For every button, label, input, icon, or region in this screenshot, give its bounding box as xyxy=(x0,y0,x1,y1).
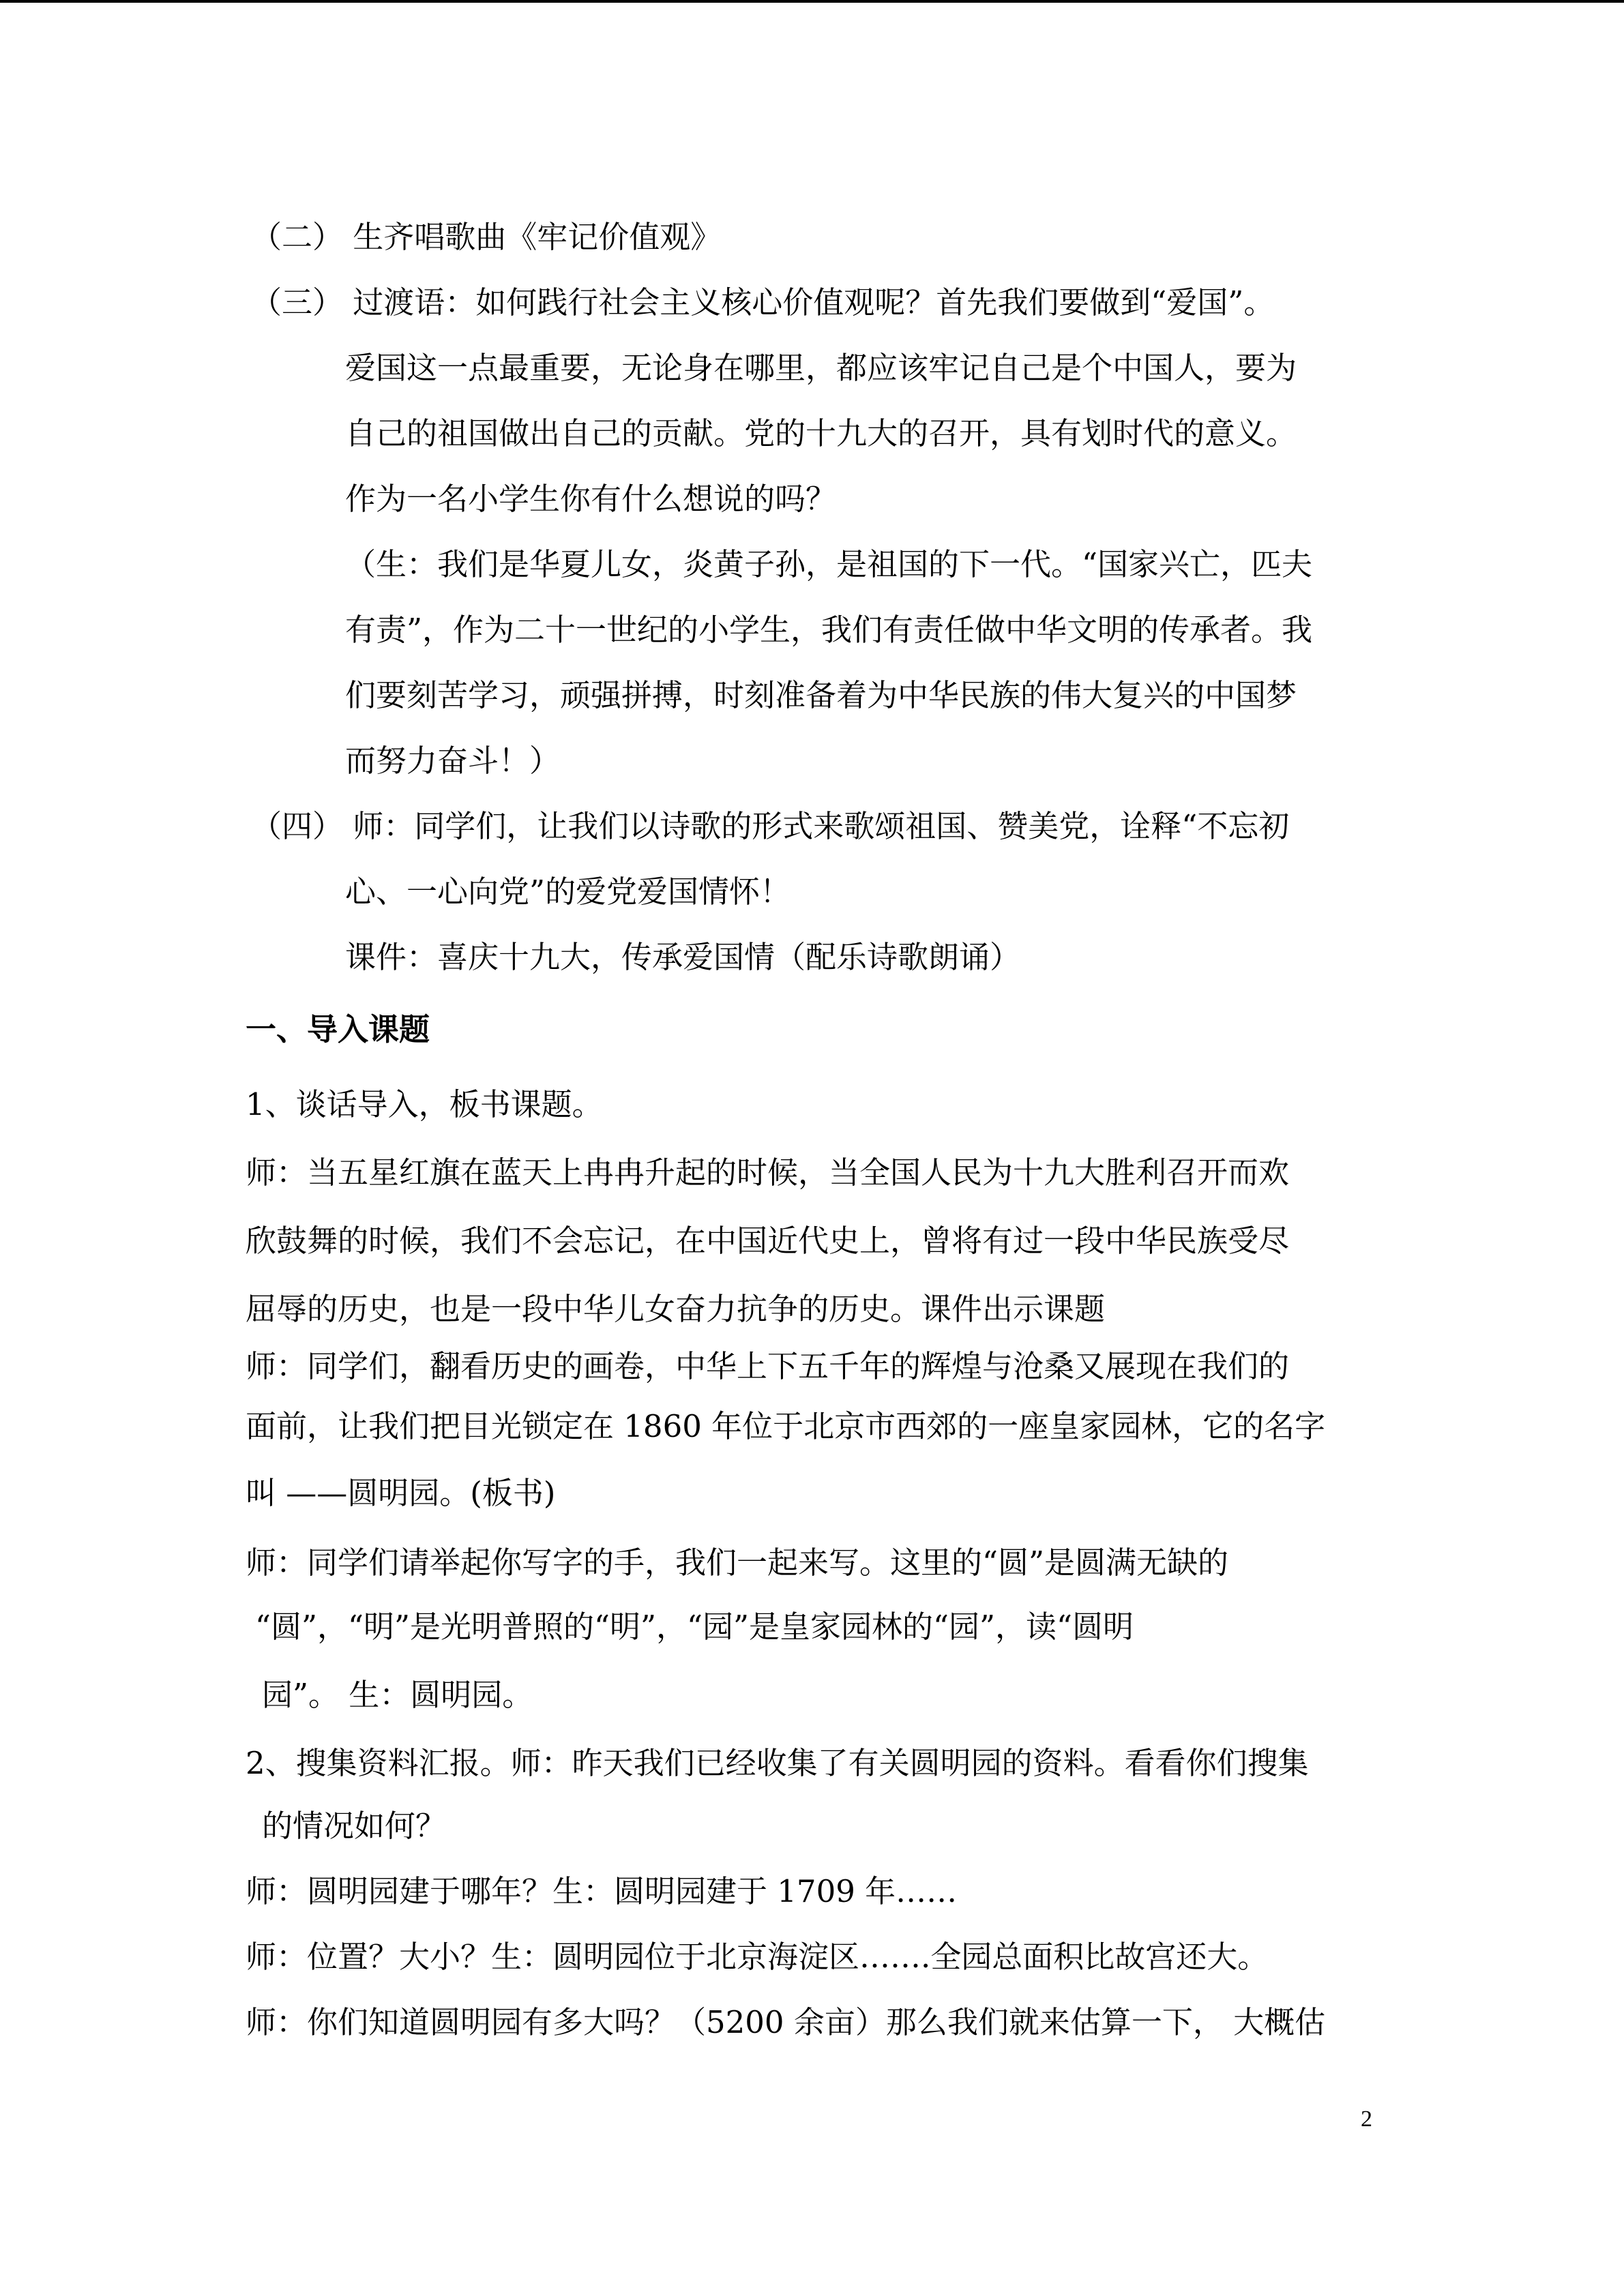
student-answer-line: 有责”，作为二十一世纪的小学生，我们有责任做中华文明的传承者。我 xyxy=(345,612,1313,648)
body-line: 师：同学们，翻看历史的画卷，中华上下五千年的辉煌与沧桑又展现在我们的 xyxy=(246,1348,1290,1384)
section-three-line: 自己的祖国做出自己的贡献。党的十九大的召开，具有划时代的意义。 xyxy=(345,415,1297,451)
body-line: 屈辱的历史，也是一段中华儿女奋力抗争的历史。课件出示课题 xyxy=(246,1291,1106,1327)
page-number: 2 xyxy=(1361,2106,1372,2132)
body-line: “圆”，“明”是光明普照的“明”，“园”是皇家园林的“园”，读“圆明 xyxy=(255,1609,1134,1645)
section-two: （二） 生齐唱歌曲《牢记价值观》 xyxy=(251,219,722,255)
body-line: 师：位置？大小？生：圆明园位于北京海淀区…….全园总面积比故宫还大。 xyxy=(246,1939,1269,1975)
section-four: （四） 师：同学们，让我们以诗歌的形式来歌颂祖国、赞美党，诠释“不忘初 xyxy=(251,808,1290,844)
section-four-line: 心、一心向党”的爱党爱国情怀！ xyxy=(345,874,791,910)
student-answer-line: 们要刻苦学习，顽强拼搏，时刻准备着为中华民族的伟大复兴的中国梦 xyxy=(345,677,1297,713)
section-three-line: 作为一名小学生你有什么想说的吗？ xyxy=(345,481,837,517)
body-line: 园”。 生：圆明园。 xyxy=(262,1677,533,1713)
body-line: 的情况如何？ xyxy=(262,1808,447,1844)
section-three: （三） 过渡语：如何践行社会主义核心价值观呢？首先我们要做到“爱国”。 xyxy=(251,284,1275,320)
student-answer-line: 而努力奋斗！） xyxy=(345,743,561,779)
body-line: 师：圆明园建于哪年？生：圆明园建于 1709 年…… xyxy=(246,1873,958,1909)
body-line: 叫 ——圆明园。(板书) xyxy=(246,1475,556,1511)
body-line: 1、谈话导入，板书课题。 xyxy=(246,1086,603,1122)
section-three-line: 爱国这一点最重要，无论身在哪里，都应该牢记自己是个中国人，要为 xyxy=(345,350,1297,386)
section-heading: 一、导入课题 xyxy=(246,1011,430,1047)
section-four-line: 课件：喜庆十九大，传承爱国情（配乐诗歌朗诵） xyxy=(345,939,1021,975)
student-answer-line: （生：我们是华夏儿女，炎黄子孙，是祖国的下一代。“国家兴亡，匹夫 xyxy=(345,546,1313,582)
body-line: 欣鼓舞的时候，我们不会忘记，在中国近代史上，曾将有过一段中华民族受尽 xyxy=(246,1223,1290,1259)
body-line: 师：同学们请举起你写字的手，我们一起来写。这里的“圆”是圆满无缺的 xyxy=(246,1545,1229,1581)
body-line: 师：你们知道圆明园有多大吗？（5200 余亩）那么我们就来估算一下， 大概估 xyxy=(246,2004,1326,2040)
body-line: 面前，让我们把目光锁定在 1860 年位于北京市西郊的一座皇家园林，它的名字 xyxy=(246,1408,1326,1444)
body-line: 师：当五星红旗在蓝天上冉冉升起的时候，当全国人民为十九大胜利召开而欢 xyxy=(246,1154,1290,1191)
body-line: 2、搜集资料汇报。师：昨天我们已经收集了有关圆明园的资料。看看你们搜集 xyxy=(246,1745,1309,1781)
